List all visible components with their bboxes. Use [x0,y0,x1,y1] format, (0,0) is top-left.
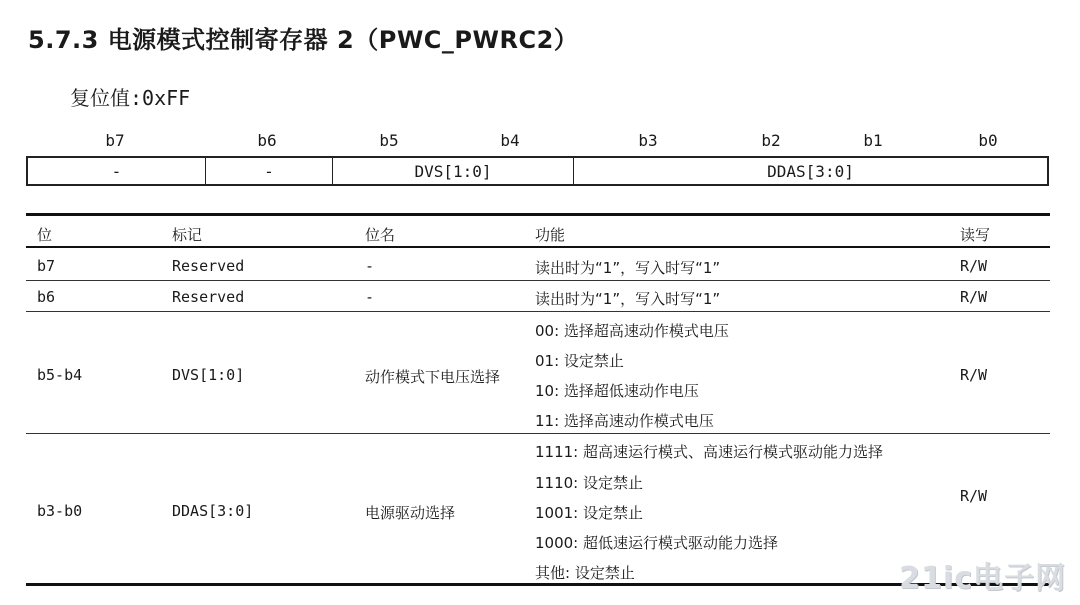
header-function: 功能 [535,226,566,244]
row-b3b0-function-line: 1111: 超高速运行模式、高速运行模式驱动能力选择 [535,443,883,461]
register-map [26,156,1049,186]
row-b5b4-function-line: 00: 选择超高速动作模式电压 [535,322,729,340]
row-b6-bit: b6 [37,288,56,306]
register-field-ddas: DDAS[3:0] [767,161,854,181]
bit-label-b4: b4 [500,131,520,150]
register-field-b6: - [206,158,333,184]
row-b3b0-mark: DDAS[3:0] [172,502,254,520]
row-b3b0-function-line: 1000: 超低速运行模式驱动能力选择 [535,534,778,552]
row-b5b4-function-line: 11: 选择高速动作模式电压 [535,412,714,430]
bit-label-b5: b5 [379,131,399,150]
row-b7-function: 读出时为“1”，写入时写“1” [535,259,721,277]
row-b3b0-rw: R/W [960,487,988,505]
table-top-rule [26,213,1050,216]
table-bottom-rule [26,583,1050,586]
row-b3b0-function-line: 1001: 设定禁止 [535,504,643,522]
row-divider [26,433,1050,434]
row-b5b4-function-line: 01: 设定禁止 [535,352,624,370]
register-field-dvs: DVS[1:0] [333,158,574,184]
header-name: 位名 [365,226,396,244]
header-mark: 标记 [172,226,203,244]
bit-label-b0: b0 [978,131,998,150]
bit-label-b7: b7 [105,131,125,150]
row-b6-function: 读出时为“1”，写入时写“1” [535,290,721,308]
bit-label-b3: b3 [638,131,658,150]
row-b3b0-function-line: 1110: 设定禁止 [535,474,643,492]
row-b3b0-name: 电源驱动选择 [365,504,456,522]
row-b7-name: - [365,257,375,275]
register-field-b7: - [28,158,206,184]
row-b5b4-rw: R/W [960,366,988,384]
row-b7-mark: Reserved [172,257,245,275]
row-divider [26,280,1050,281]
row-b5b4-function-line: 10: 选择超低速动作电压 [535,382,699,400]
row-b5b4-bit: b5-b4 [37,366,83,384]
table-header-rule [26,246,1050,248]
reset-value: 复位值:0xFF [70,86,191,110]
header-bit: 位 [37,226,53,244]
row-b6-mark: Reserved [172,288,245,306]
section-title: 5.7.3 电源模式控制寄存器 2（PWC_PWRC2） [28,26,579,54]
bit-label-b1: b1 [863,131,883,150]
row-divider [26,311,1050,312]
row-b5b4-name: 动作模式下电压选择 [365,368,501,386]
row-b3b0-function-line: 其他: 设定禁止 [535,564,635,582]
bit-label-b2: b2 [761,131,781,150]
row-b3b0-bit: b3-b0 [37,502,83,520]
row-b6-rw: R/W [960,288,988,306]
row-b6-name: - [365,288,375,306]
row-b7-bit: b7 [37,257,56,275]
row-b7-rw: R/W [960,257,988,275]
header-rw: 读写 [960,226,991,244]
row-b5b4-mark: DVS[1:0] [172,366,245,384]
bit-label-b6: b6 [257,131,277,150]
watermark-logo: 21ic电子网 [899,561,1066,596]
